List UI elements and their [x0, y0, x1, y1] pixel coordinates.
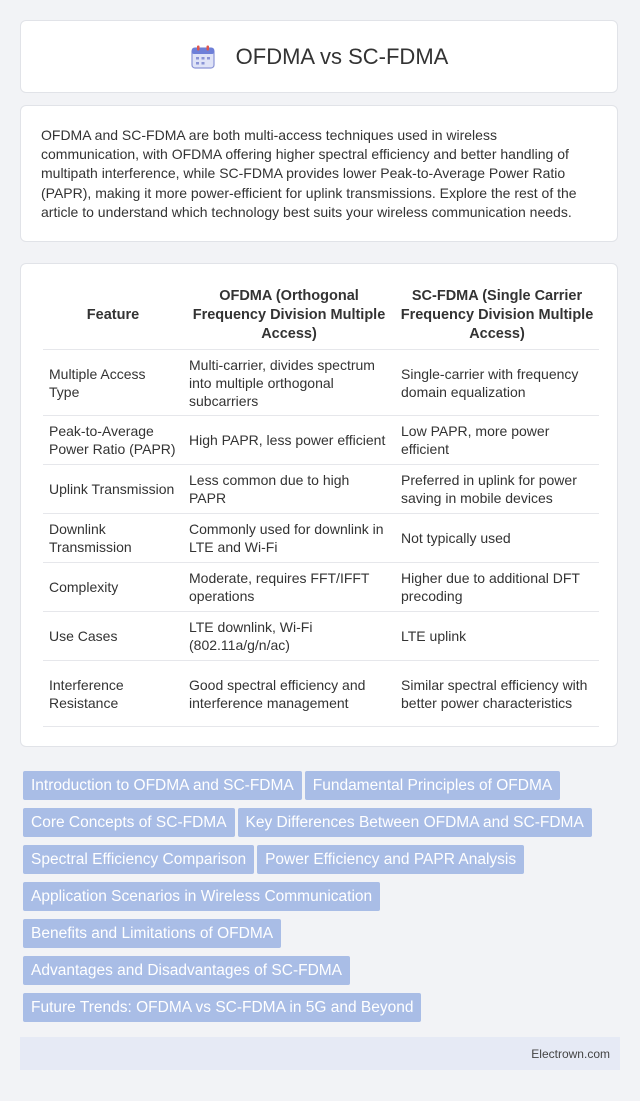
table-cell: Higher due to additional DFT precoding — [395, 563, 599, 612]
table-row — [43, 416, 599, 465]
table-row — [43, 465, 599, 514]
footer-brand[interactable]: Electrown.com — [531, 1046, 610, 1061]
table-cell: Good spectral efficiency and interference management — [183, 661, 395, 727]
table-cell: High PAPR, less power efficient — [183, 416, 395, 465]
table-cell: Moderate, requires FFT/IFFT operations — [183, 563, 395, 612]
table-cell: Similar spectral efficiency with better power characteristics — [395, 661, 599, 727]
title-card — [20, 20, 618, 93]
table-cell: LTE downlink, Wi-Fi (802.11a/g/n/ac) — [183, 612, 395, 661]
tag-link[interactable]: Core Concepts of SC-FDMA — [23, 808, 235, 837]
comparison-table — [43, 282, 599, 727]
topic-tags — [23, 771, 603, 1030]
table-cell: Uplink Transmission — [43, 465, 183, 514]
tag-link[interactable]: Fundamental Principles of OFDMA — [305, 771, 560, 800]
calendar-icon — [190, 44, 216, 70]
tag-link[interactable]: Future Trends: OFDMA vs SC-FDMA in 5G and Beyond — [23, 993, 421, 1022]
table-row — [43, 661, 599, 727]
table-row — [43, 514, 599, 563]
table-cell: Interference Resistance — [43, 661, 183, 727]
comparison-table-card — [20, 263, 618, 747]
table-row — [43, 612, 599, 661]
table-cell: Preferred in uplink for power saving in mobile devices — [395, 465, 599, 514]
intro-text: OFDMA and SC-FDMA are both multi-access techniques used in wireless communication, with OFDMA offering higher spectral efficiency and better handling of multipath interference, while SC-FDMA provides lower Peak-to-Average Power Ratio (PAPR), making it more power-efficient for uplink transmissions. Explore the rest of the article to understand which technology best suits your wireless communication needs. — [41, 127, 577, 220]
tag-link[interactable]: Spectral Efficiency Comparison — [23, 845, 254, 874]
table-cell: Downlink Transmission — [43, 514, 183, 563]
table-cell: Not typically used — [395, 514, 599, 563]
table-cell: Peak-to-Average Power Ratio (PAPR) — [43, 416, 183, 465]
table-row — [43, 563, 599, 612]
tag-link[interactable]: Power Efficiency and PAPR Analysis — [257, 845, 524, 874]
table-cell: Multiple Access Type — [43, 350, 183, 416]
column-header: SC-FDMA (Single Carrier Frequency Division Multiple Access) — [395, 282, 599, 350]
table-cell: Complexity — [43, 563, 183, 612]
page-title: OFDMA vs SC-FDMA — [235, 43, 449, 69]
column-header: OFDMA (Orthogonal Frequency Division Multiple Access) — [183, 282, 395, 350]
table-cell: Multi-carrier, divides spectrum into multiple orthogonal subcarriers — [183, 350, 395, 416]
column-header: Feature — [43, 282, 183, 350]
tag-link[interactable]: Introduction to OFDMA and SC-FDMA — [23, 771, 302, 800]
footer — [20, 1037, 620, 1070]
tag-link[interactable]: Application Scenarios in Wireless Communication — [23, 882, 380, 911]
table-cell: Use Cases — [43, 612, 183, 661]
table-cell: Commonly used for downlink in LTE and Wi-Fi — [183, 514, 395, 563]
table-cell: Single-carrier with frequency domain equalization — [395, 350, 599, 416]
tag-link[interactable]: Benefits and Limitations of OFDMA — [23, 919, 281, 948]
intro-card — [20, 105, 618, 242]
table-cell: Less common due to high PAPR — [183, 465, 395, 514]
table-header-row — [43, 282, 599, 350]
table-cell: LTE uplink — [395, 612, 599, 661]
table-cell: Low PAPR, more power efficient — [395, 416, 599, 465]
tag-link[interactable]: Key Differences Between OFDMA and SC-FDMA — [238, 808, 592, 837]
table-row — [43, 350, 599, 416]
tag-link[interactable]: Advantages and Disadvantages of SC-FDMA — [23, 956, 350, 985]
